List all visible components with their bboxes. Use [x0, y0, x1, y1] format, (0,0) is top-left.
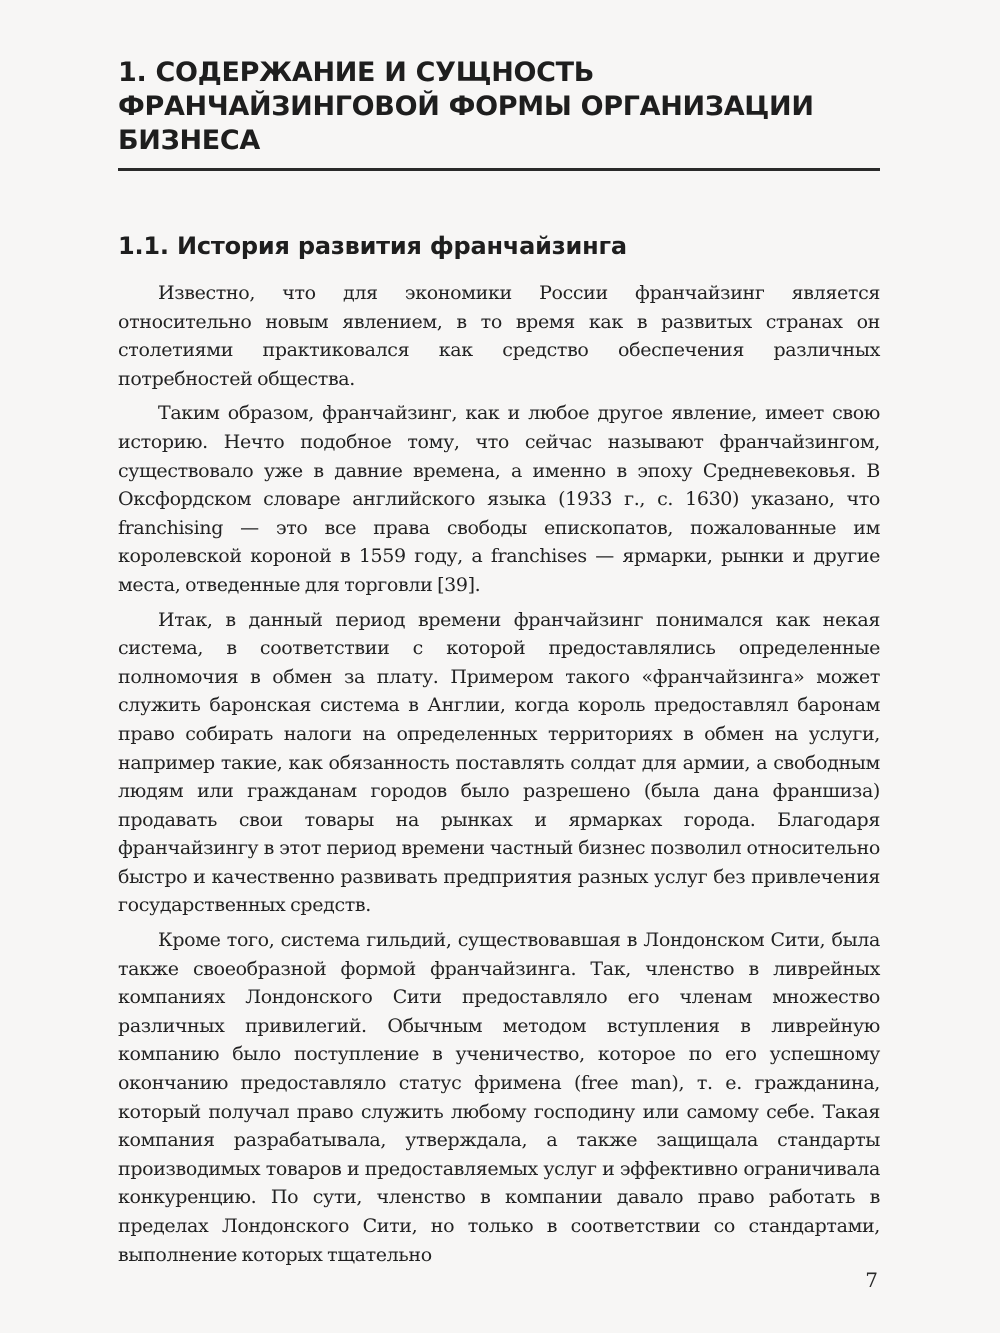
page-number: 7	[865, 1268, 878, 1292]
paragraph-4: Кроме того, система гильдий, существовавшая в Лондонском Сити, была также своеобразной формой франчайзинга. Так, членство в ливрейных компаниях Лондонского Сити предоставляло его членам множество различных привилегий. Обычным методом вступления в ливрейную компанию было поступление в ученичество, которое по его успешному окончанию предоставляло статус фримена (free man), т. е. гражданина, который получал право служить любому господину или самому себе. Такая компания разрабатывала, утверждала, а также защищала стандарты производимых товаров и предоставляемых услуг и эффективно ограничивала конкуренцию. По сути, членство в компании давало право работать в пределах Лондонского Сити, но только в соответствии со стандартами, выполнение которых тщательно	[118, 929, 880, 1266]
body-text	[118, 279, 880, 1269]
paragraph-1: Известно, что для экономики России франчайзинг является относительно новым явлением, в то время как в развитых странах он столетиями практиковался как средство обеспечения различных потребностей общества.	[118, 282, 880, 390]
paragraph-2: Таким образом, франчайзинг, как и любое другое явление, имеет свою историю. Нечто подобное тому, что сейчас называют франчайзингом, существовало уже в давние времена, а именно в эпоху Средневековья. В Оксфордском словаре английского языка (1933 г., с. 1630) указано, что franchising — это все права свободы епископатов, пожалованные им королевской короной в 1559 году, а franchises — ярмарки, рынки и другие места, отведенные для торговли [39].	[118, 402, 880, 596]
chapter-title-rule	[118, 168, 880, 171]
section-title: 1.1. История развития франчайзинга	[118, 232, 627, 260]
paragraph-3: Итак, в данный период времени франчайзинг понимался как некая система, в соответствии с которой предоставлялись определенные полномочия в обмен за плату. Примером такого «франчайзинга» может служить баронская система в Англии, когда король предоставлял баронам право собирать налоги на определенных территориях в обмен на услуги, например такие, как обязанность поставлять солдат для армии, а свободным людям или гражданам городов было разрешено (была дана франшиза) продавать свои товары на рынках и ярмарках города. Благодаря франчайзингу в этот период времени частный бизнес позволил относительно быстро и качественно развивать предприятия разных услуг без привлечения государственных средств.	[118, 608, 880, 917]
chapter-title: 1. СОДЕРЖАНИЕ И СУЩНОСТЬ ФРАНЧАЙЗИНГОВОЙ ФОРМЫ ОРГАНИЗАЦИИ БИЗНЕСА	[118, 57, 814, 156]
